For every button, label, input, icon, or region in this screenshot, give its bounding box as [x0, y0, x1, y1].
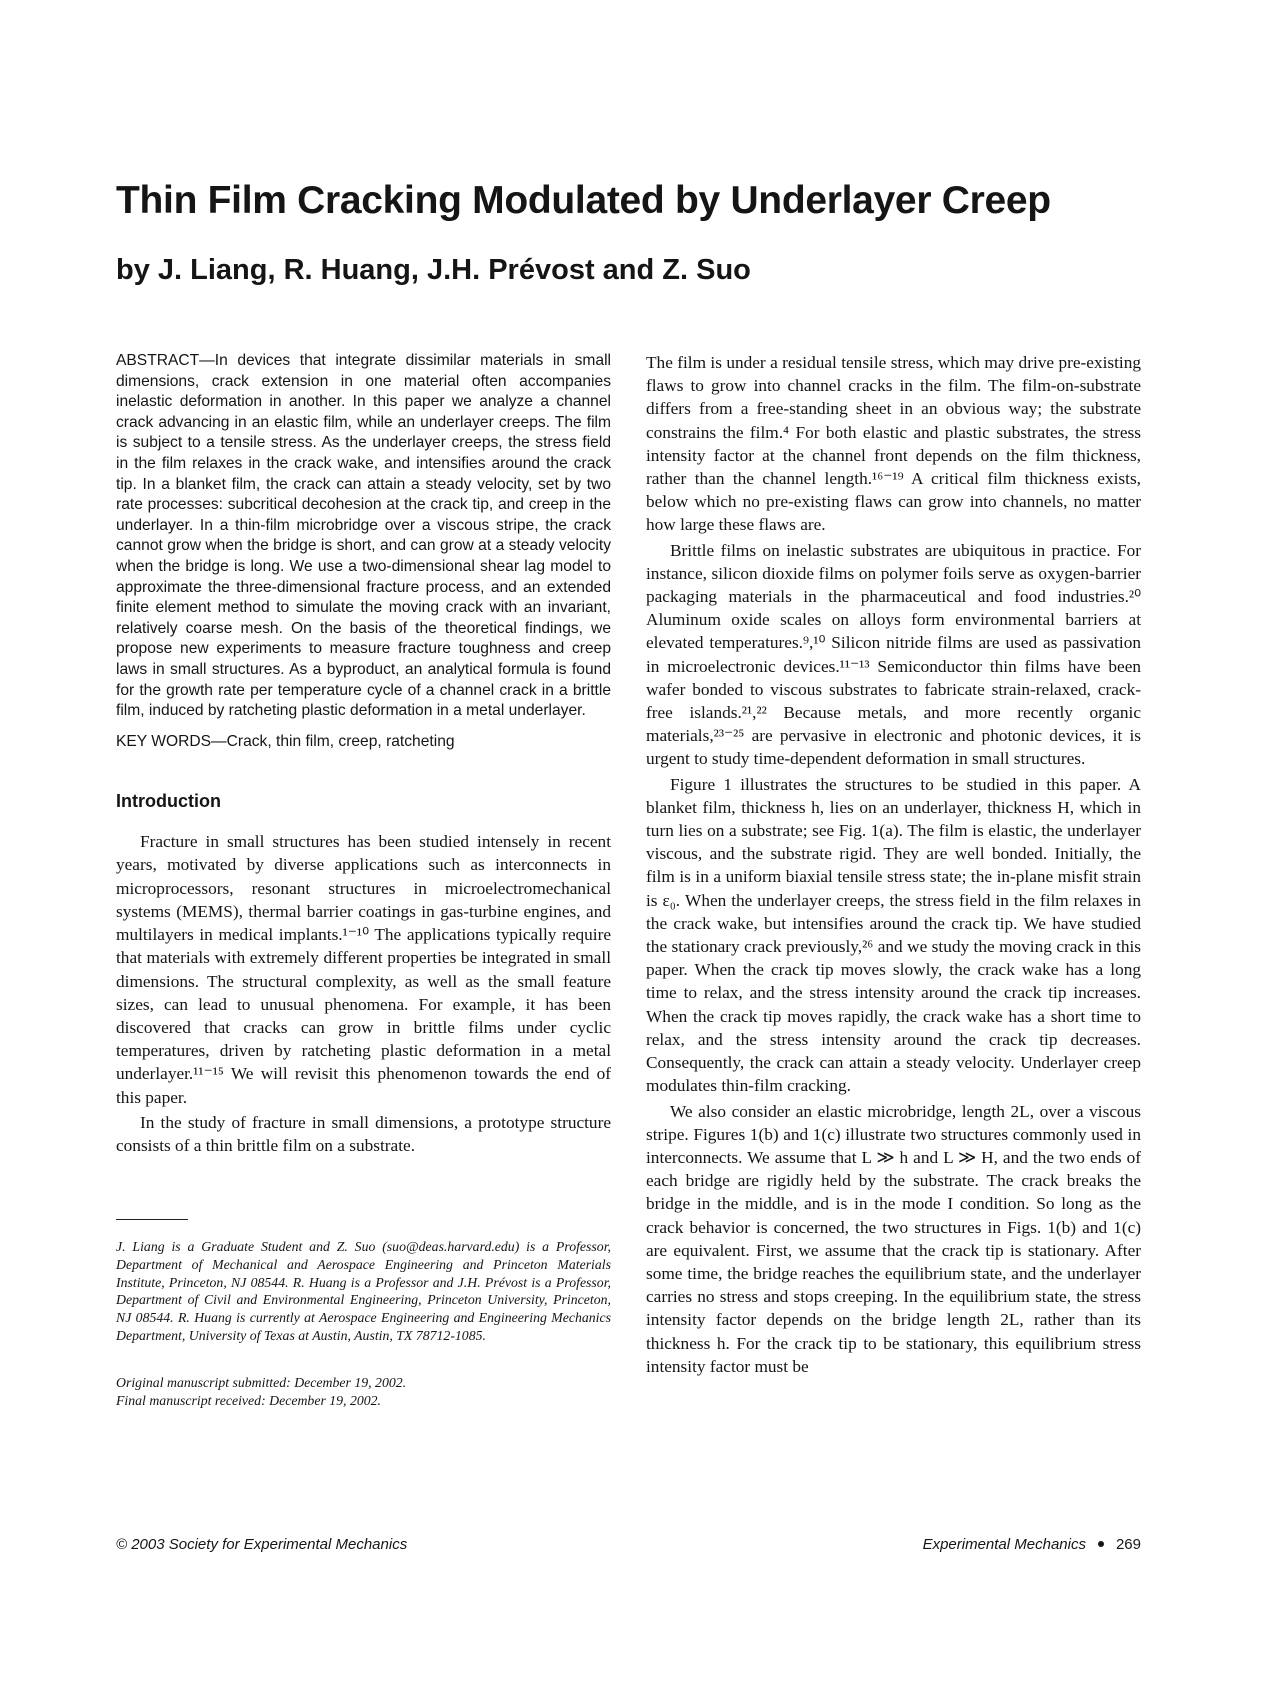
body-paragraph: We also consider an elastic microbridge, length 2L, over a viscous stripe. Figures 1(b) and 1(c) illustrate two structures commonly used in interconnects. We assume that L ≫ h and L ≫ H, and the two ends of each bridge are rigidly held by the substrate. The crack breaks the bridge in the middle, and is in the mode I condition. So long as the crack behavior is concerned, the two structures in Figs. 1(b) and 1(c) are equivalent. First, we assume that the crack tip is stationary. After some time, the bridge reaches the equilibrium state, and the underlayer carries no stress and stops creeping. In the equilibrium state, the stress intensity factor depends on the bridge length 2L, rather than its thickness h. For the crack tip to be stationary, this equilibrium stress intensity factor must be: [646, 1101, 1141, 1376]
footer-journal-name: Experimental Mechanics: [922, 1536, 1086, 1553]
left-column: [116, 351, 611, 1410]
author-affiliation-footnote: J. Liang is a Graduate Student and Z. Suo (suo@deas.harvard.edu) is a Professor, Department of Mechanical and Aerospace Engineering and Princeton Materials Institute, Princeton, NJ 08544. R. Huang is a Professor and J.H. Prévost is a Professor, Department of Civil and Environmental Engineering, Princeton University, Princeton, NJ 08544. R. Huang is currently at Aerospace Engineering and Engineering Mechanics Department, University of Texas at Austin, Austin, TX 78712-1085.: [116, 1239, 611, 1343]
page-number: 269: [1115, 1536, 1141, 1553]
manuscript-received: Final manuscript received: December 19, 2002.: [116, 1393, 382, 1409]
footer-copyright: © 2003 Society for Experimental Mechanics: [116, 1536, 408, 1553]
abstract-text: ABSTRACT—In devices that integrate dissimilar materials in small dimensions, crack extension in one material often accompanies inelastic deformation in another. In this paper we analyze a channel crack advancing in an elastic film, while an underlayer creeps. The film is subject to a tensile stress. As the underlayer creeps, the stress field in the film relaxes in the crack wake, and intensifies around the crack tip. In a blanket film, the crack can attain a steady velocity, set by two rate processes: subcritical decohesion at the crack tip, and creep in the underlayer. In a thin-film microbridge over a viscous stripe, the crack cannot grow when the bridge is short, and can grow at a steady velocity when the bridge is long. We use a two-dimensional shear lag model to approximate the three-dimensional fracture process, and an extended finite element method to simulate the moving crack with an invariant, relatively coarse mesh. On the basis of the theoretical findings, we propose new experiments to measure fracture toughness and creep laws in small structures. As a byproduct, an analytical formula is found for the growth rate per temperature cycle of a channel crack in a brittle film, induced by ratcheting plastic deformation in a metal underlayer.: [116, 352, 611, 720]
footnote-divider: [116, 1219, 188, 1220]
footer-journal-info: [923, 1536, 1141, 1554]
paper-title: Thin Film Cracking Modulated by Underlayer Creep: [116, 179, 1051, 222]
manuscript-submitted: Original manuscript submitted: December 19, 2002.: [116, 1375, 407, 1391]
keywords-text: KEY WORDS—Crack, thin film, creep, ratcheting: [116, 732, 455, 750]
body-paragraph: Figure 1 illustrates the structures to be studied in this paper. A blanket film, thickness h, lies on an underlayer, thickness H, which in turn lies on a substrate; see Fig. 1(a). The film is elastic, the underlayer viscous, and the substrate rigid. They are well bonded. Initially, the film is in a uniform biaxial tensile stress state; the in-plane misfit strain is ε₀. When the underlayer creeps, the stress field in the film relaxes in the crack wake, but intensifies around the crack tip. We have studied the stationary crack previously,²⁶ and we study the moving crack in this paper. When the crack tip moves slowly, the crack wake has a long time to relax, and the stress intensity around the crack tip increases. When the crack tip moves rapidly, the crack wake has a short time to relax, and the stress intensity around the crack tip decreases. Consequently, the crack can attain a steady velocity. Underlayer creep modulates thin-film cracking.: [646, 774, 1141, 1096]
right-body-text: [646, 351, 1141, 1378]
right-column: [646, 351, 1141, 1378]
bullet-icon: [1098, 1541, 1104, 1547]
body-paragraph: The film is under a residual tensile stress, which may drive pre-existing flaws to grow into channel cracks in the film. The film-on-substrate differs from a free-standing sheet in an obvious way; the substrate constrains the film.⁴ For both elastic and plastic substrates, the stress intensity factor at the channel front depends on the film thickness, rather than the channel length.¹⁶⁻¹⁹ A critical film thickness exists, below which no pre-existing flaws can grow into channels, no matter how large these flaws are.: [646, 353, 1141, 535]
author-byline: by J. Liang, R. Huang, J.H. Prévost and Z. Suo: [116, 254, 751, 286]
introduction-heading: Introduction: [116, 791, 221, 812]
body-paragraph: Fracture in small structures has been studied intensely in recent years, motivated by diverse applications such as interconnects in microprocessors, resonant structures in microelectromechanical systems (MEMS), thermal barrier coatings in gas-turbine engines, and multilayers in medical implants.¹⁻¹⁰ The applications typically require that materials with extremely different properties be integrated in small dimensions. The structural complexity, as well as the small feature sizes, can lead to unusual phenomena. For example, it has been discovered that cracks can grow in brittle films under cyclic temperatures, driven by ratcheting plastic deformation in a metal underlayer.¹¹⁻¹⁵ We will revisit this phenomenon towards the end of this paper.: [116, 832, 611, 1107]
body-paragraph: In the study of fracture in small dimensions, a prototype structure consists of a thin brittle film on a substrate.: [116, 1112, 611, 1155]
manuscript-dates: [116, 1374, 611, 1409]
left-body-text: [116, 830, 611, 1157]
body-paragraph: Brittle films on inelastic substrates are ubiquitous in practice. For instance, silicon dioxide films on polymer foils serve as oxygen-barrier packaging materials in the pharmaceutical and food industries.²⁰ Aluminum oxide scales on alloys form environmental barriers at elevated temperatures.⁹,¹⁰ Silicon nitride films are used as passivation in microelectronic devices.¹¹⁻¹³ Semiconductor thin films have been wafer bonded to viscous substrates to fabricate strain-relaxed, crack-free islands.²¹,²² Because metals, and more recently organic materials,²³⁻²⁵ are pervasive in electronic and photonic devices, it is urgent to study time-dependent deformation in small structures.: [646, 540, 1141, 769]
abstract-block: [116, 351, 611, 752]
